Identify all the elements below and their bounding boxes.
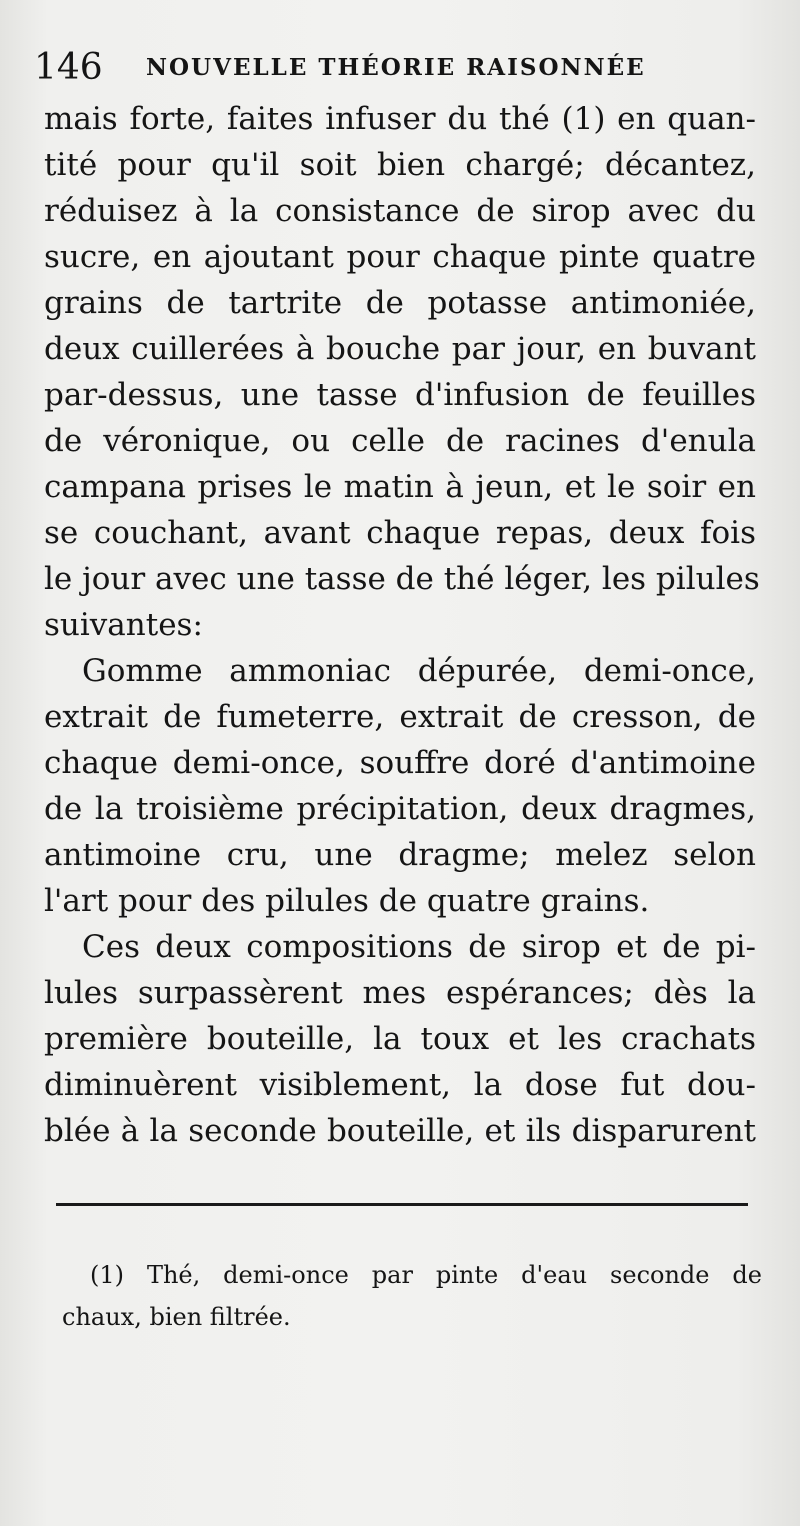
text-line: le jour avec une tasse de thé léger, les pilules [44,561,760,597]
text-line: grains de tartrite de potasse antimoniée, [44,285,756,321]
text-line: mais forte, faites infuser du thé (1) en quan- [44,101,756,137]
text-line: deux cuillerées à bouche par jour, en buvant [44,331,756,367]
footnote-line: (1) Thé, demi-once par pinte d'eau seconde de [90,1261,762,1289]
running-title: NOUVELLE THÉORIE RAISONNÉE [146,54,646,81]
footnote [62,1254,762,1338]
page-number: 146 [34,47,103,88]
text-line: de véronique, ou celle de racines d'enula [44,423,756,459]
text-line: diminuèrent visiblement, la dose fut dou- [44,1067,756,1103]
text-line: première bouteille, la toux et les crachats [44,1021,756,1057]
text-line: Ces deux compositions de sirop et de pi- [82,929,756,965]
text-line: campana prises le matin à jeun, et le soir en [44,469,756,505]
text-line: chaque demi-once, souffre doré d'antimoine [44,745,756,781]
text-line: l'art pour des pilules de quatre grains. [44,883,650,919]
footnote-divider [56,1203,748,1206]
text-line: lules surpassèrent mes espérances; dès la [44,975,756,1011]
text-line: antimoine cru, une dragme; melez selon [44,837,756,873]
text-line: Gomme ammoniac dépurée, demi-once, [82,653,756,689]
body-text [44,96,760,1154]
text-line: extrait de fumeterre, extrait de cresson, de [44,699,756,735]
text-line: de la troisième précipitation, deux dragmes, [44,791,756,827]
text-line: par-dessus, une tasse d'infusion de feuilles [44,377,756,413]
page-header [34,42,764,94]
text-line: se couchant, avant chaque repas, deux fois [44,515,756,551]
text-line: suivantes: [44,607,203,643]
footnote-line: chaux, bien filtrée. [62,1303,291,1331]
text-line: tité pour qu'il soit bien chargé; décantez, [44,147,756,183]
text-line: sucre, en ajoutant pour chaque pinte quatre [44,239,756,275]
text-line: blée à la seconde bouteille, et ils disparurent [44,1113,756,1149]
text-line: réduisez à la consistance de sirop avec du [44,193,756,229]
